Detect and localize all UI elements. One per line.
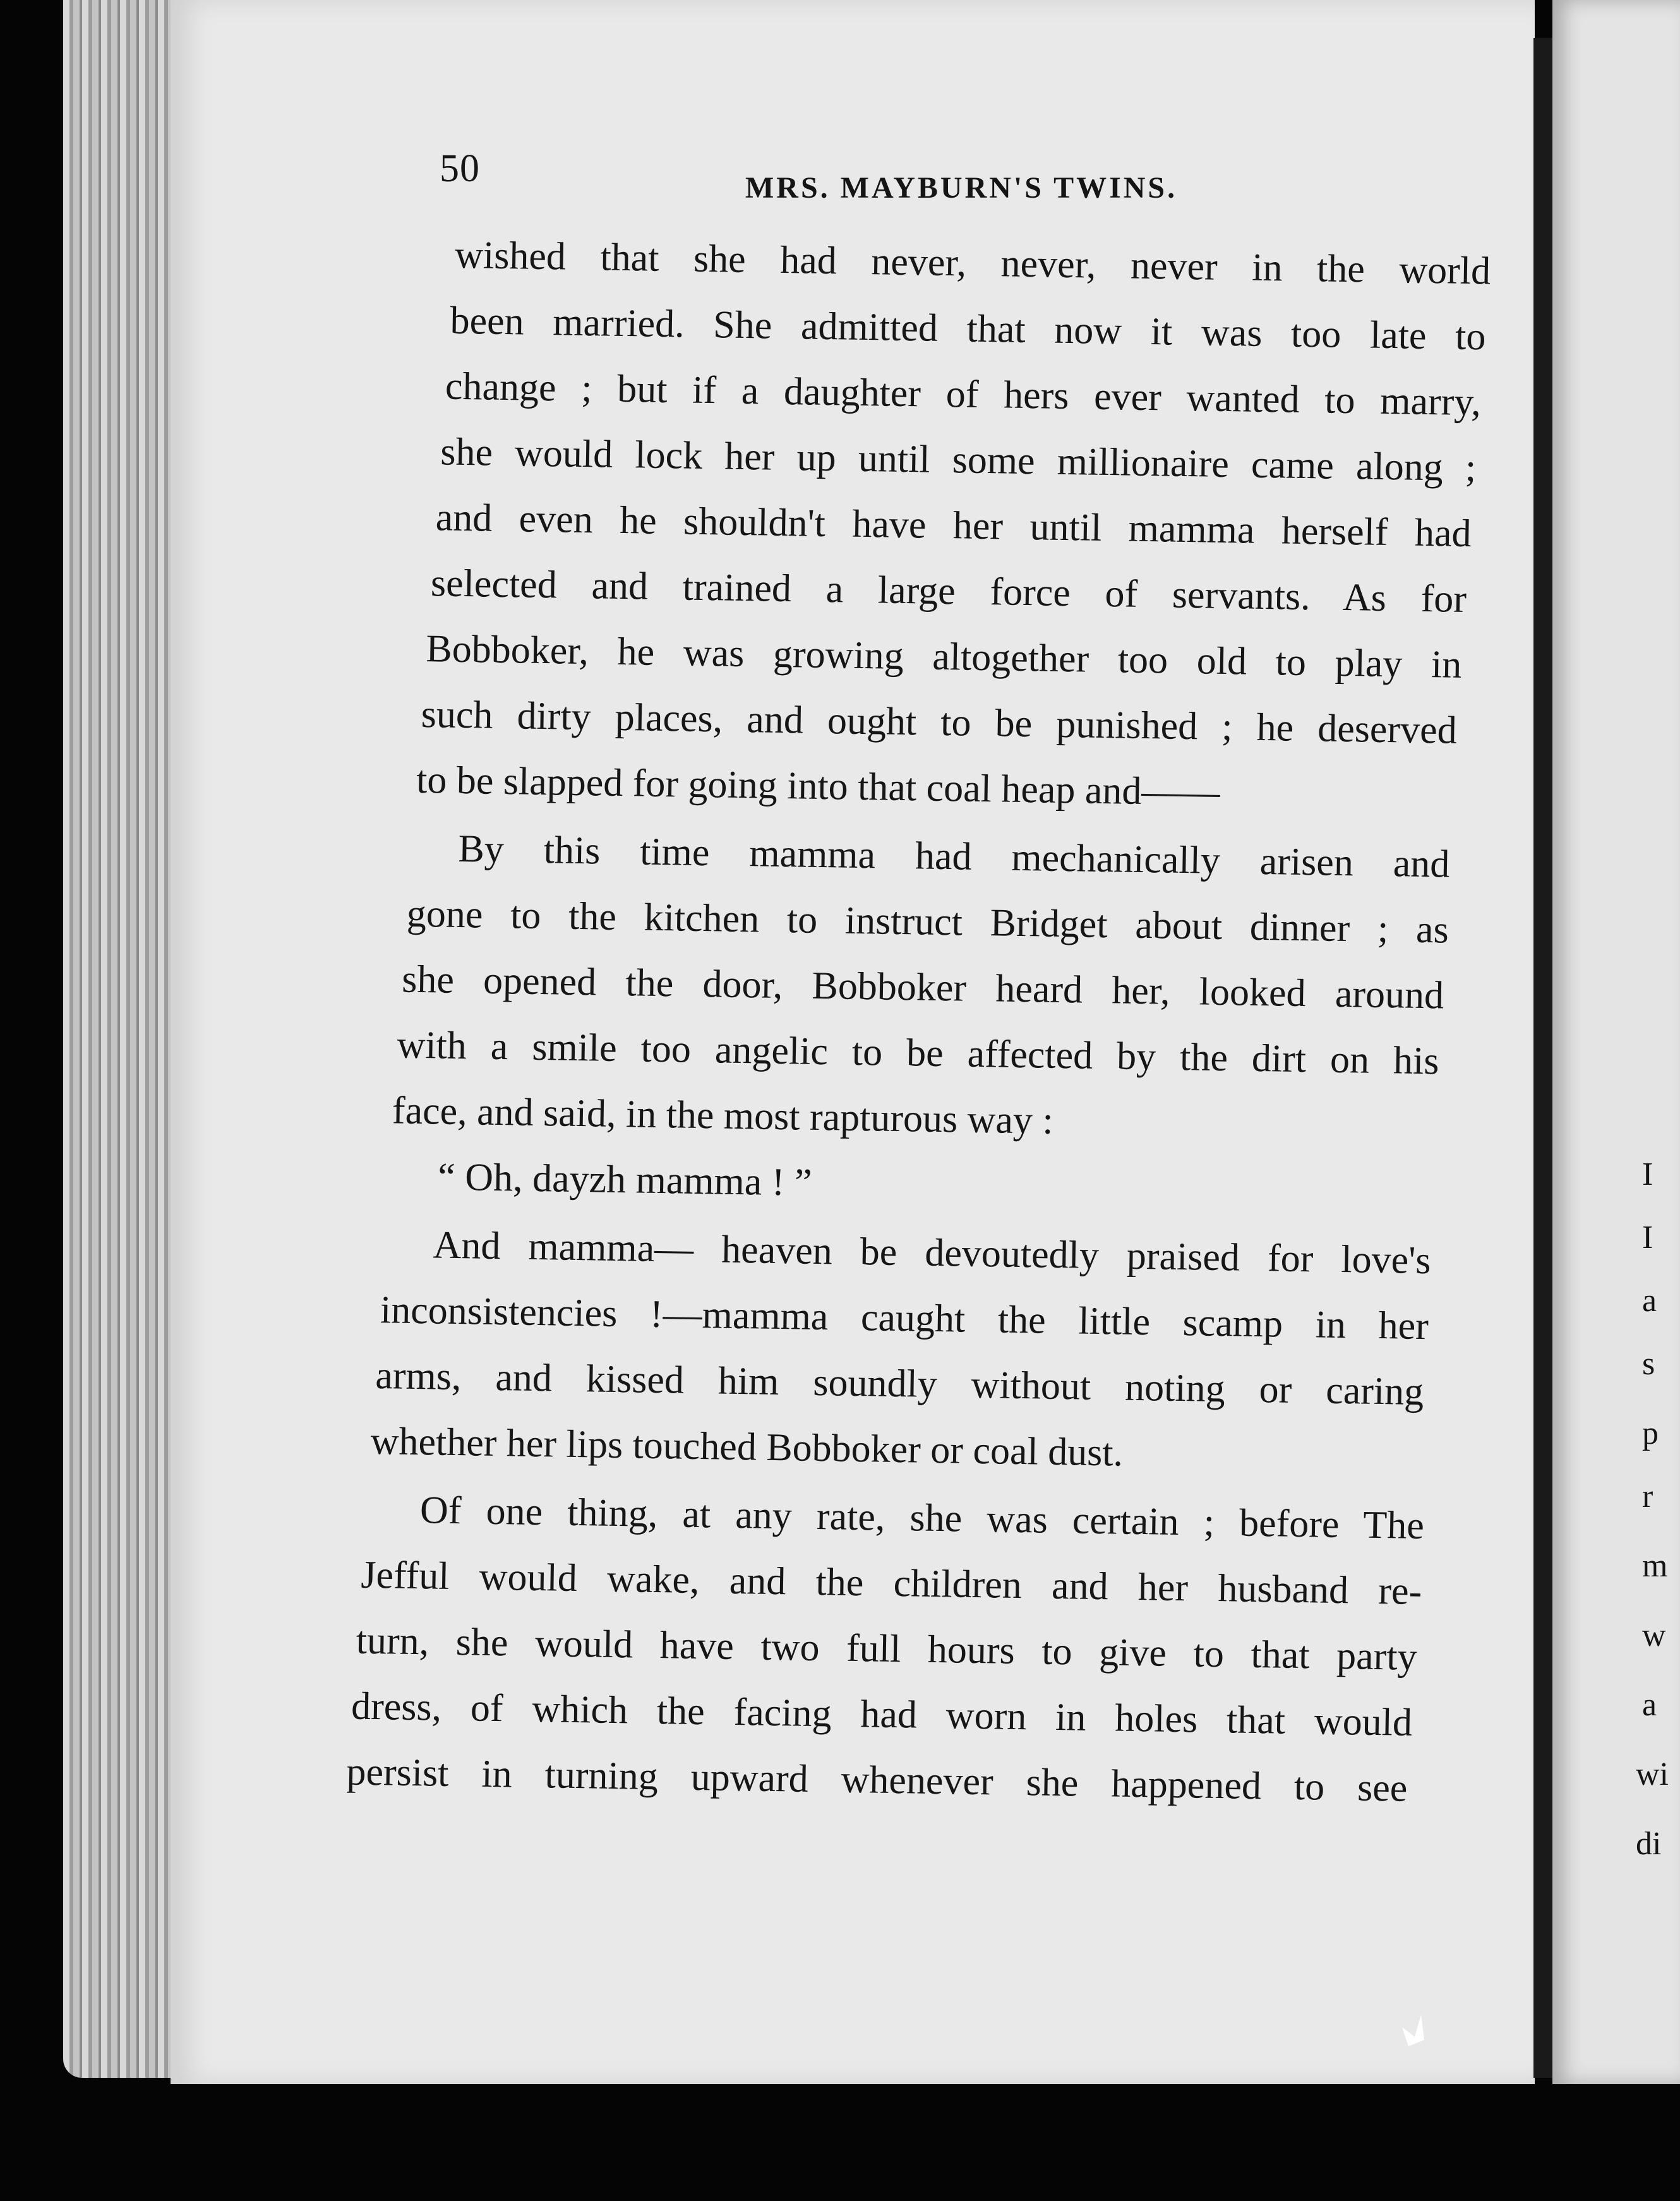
facing-char: r [1642, 1478, 1653, 1514]
text-line: persist in turning upward whenever she happened to see [346, 1750, 1408, 1810]
facing-char: I [1642, 1220, 1653, 1256]
text-line: Bobboker, he was growing altogether too old to play in [425, 627, 1462, 687]
text-line: And mamma— heaven be devoutedly praised for love's [433, 1223, 1432, 1283]
scan-speck [1396, 2008, 1434, 2053]
facing-char: s [1642, 1346, 1655, 1382]
text-line: such dirty places, and ought to be punished ; he deserved [421, 692, 1458, 752]
text-line: she would lock her up until some millionaire came along ; [440, 430, 1477, 490]
text-line: she opened the door, Bobboker heard her, looked around [401, 957, 1444, 1017]
text-line: and even he shouldn't have her until mamma herself had [435, 496, 1472, 556]
facing-char: p [1642, 1415, 1659, 1451]
text-line: dress, of which the facing had worn in holes that would [351, 1684, 1413, 1744]
facing-char: a [1642, 1687, 1657, 1723]
facing-char: a [1642, 1283, 1657, 1319]
facing-char: di [1636, 1826, 1662, 1862]
text-line: selected and trained a large force of servants. As for [430, 561, 1467, 621]
text-line: been married. She admitted that now it was too late to [450, 299, 1486, 359]
facing-char: I [1642, 1156, 1653, 1192]
page-number: 50 [440, 147, 480, 190]
text-line: wished that she had never, never, never in the world [454, 233, 1491, 293]
text-line: “ Oh, dayzh mamma ! ” [437, 1155, 813, 1204]
text-line: gone to the kitchen to instruct Bridget about dinner ; as [406, 892, 1449, 952]
text-line: to be slapped for going into that coal heap and—— [416, 758, 1221, 814]
text-line: change ; but if a daughter of hers ever wanted to marry, [445, 364, 1482, 424]
text-line: By this time mamma had mechanically arisen and [457, 827, 1450, 886]
facing-char: m [1642, 1548, 1668, 1584]
text-line: face, and said, in the most rapturous way : [392, 1089, 1054, 1142]
text-line: turn, she would have two full hours to give to that party [356, 1619, 1418, 1679]
text-line: Jefful would wake, and the children and her husband re- [360, 1553, 1422, 1614]
text-line: inconsistencies !—mamma caught the little scamp in her [380, 1288, 1429, 1348]
text-line: Of one thing, at any rate, she was certain ; before The [419, 1489, 1425, 1548]
text-line: with a smile too angelic to be affected by the dirt on his [397, 1023, 1439, 1083]
text-line: whether her lips touched Bobboker or coal dust. [370, 1419, 1124, 1475]
facing-char: w [1642, 1617, 1666, 1653]
text-line: arms, and kissed him soundly without noting or caring [375, 1353, 1424, 1414]
facing-char: wi [1636, 1756, 1669, 1792]
running-title: MRS. MAYBURN'S TWINS. [745, 171, 1178, 205]
